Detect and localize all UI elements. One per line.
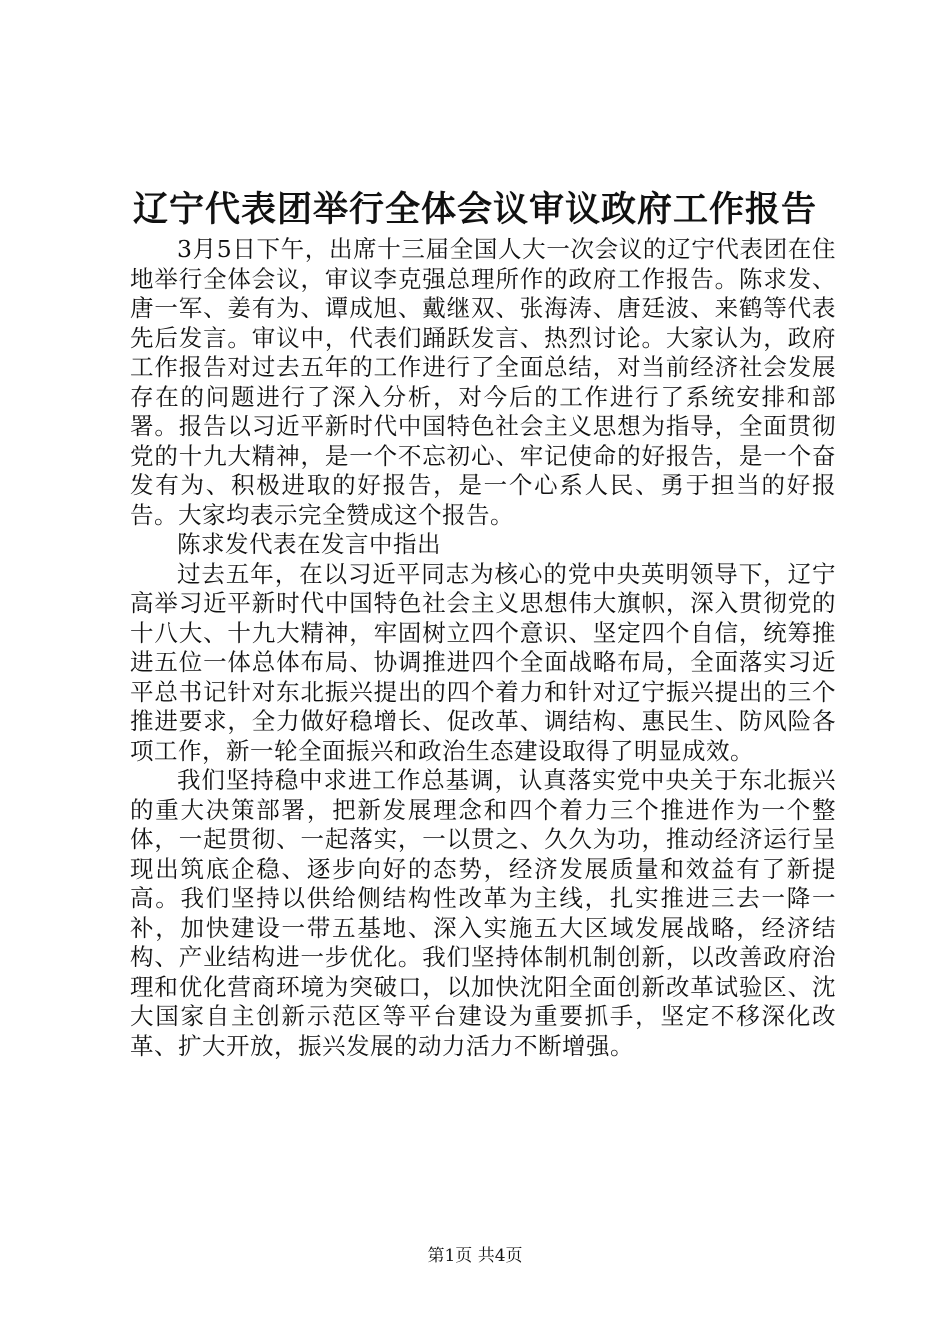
page-number: 第1页 共4页 [427, 1246, 523, 1266]
document-body [130, 235, 836, 1061]
page-title: 辽宁代表团举行全体会议审议政府工作报告 [132, 189, 817, 230]
paragraph-steady-progress: 我们坚持稳中求进工作总基调，认真落实党中央关于东北振兴的重大决策部署，把新发展理念和四个着力三个推进作为一个整体，一起贯彻、一起落实，一以贯之、久久为功，推动经济运行呈现出筑底企稳、逐步向好的态势，经济发展质量和效益有了新提高。我们坚持以供给侧结构性改革为主线，扎实推进三去一降一补，加快建设一带五基地、深入实施五大区域发展战略，经济结构、产业结构进一步优化。我们坚持体制机制创新，以改善政府治理和优化营商环境为突破口，以加快沈阳全面创新改革试验区、沈大国家自主创新示范区等平台建设为重要抓手，坚定不移深化改革、扩大开放，振兴发展的动力活力不断增强。 [130, 766, 836, 1060]
paragraph-speaker-heading: 陈求发代表在发言中指出 [177, 530, 441, 558]
paragraph-intro: 3月5日下午，出席十三届全国人大一次会议的辽宁代表团在住地举行全体会议，审议李克强总理所作的政府工作报告。陈求发、唐一军、姜有为、谭成旭、戴继双、张海涛、唐廷波、来鹤等代表先后发言。审议中，代表们踊跃发言、热烈讨论。大家认为，政府工作报告对过去五年的工作进行了全面总结，对当前经济社会发展存在的问题进行了深入分析，对今后的工作进行了系统安排和部署。报告以习近平新时代中国特色社会主义思想为指导，全面贯彻党的十九大精神，是一个不忘初心、牢记使命的好报告，是一个奋发有为、积极进取的好报告，是一个心系人民、勇于担当的好报告。大家均表示完全赞成这个报告。 [130, 235, 836, 529]
paragraph-past-five-years: 过去五年，在以习近平同志为核心的党中央英明领导下，辽宁高举习近平新时代中国特色社会主义思想伟大旗帜，深入贯彻党的十八大、十九大精神，牢固树立四个意识、坚定四个自信，统筹推进五位一体总体布局、协调推进四个全面战略布局，全面落实习近平总书记针对东北振兴提出的四个着力和针对辽宁振兴提出的三个推进要求，全力做好稳增长、促改革、调结构、惠民生、防风险各项工作，新一轮全面振兴和政治生态建设取得了明显成效。 [130, 559, 836, 765]
